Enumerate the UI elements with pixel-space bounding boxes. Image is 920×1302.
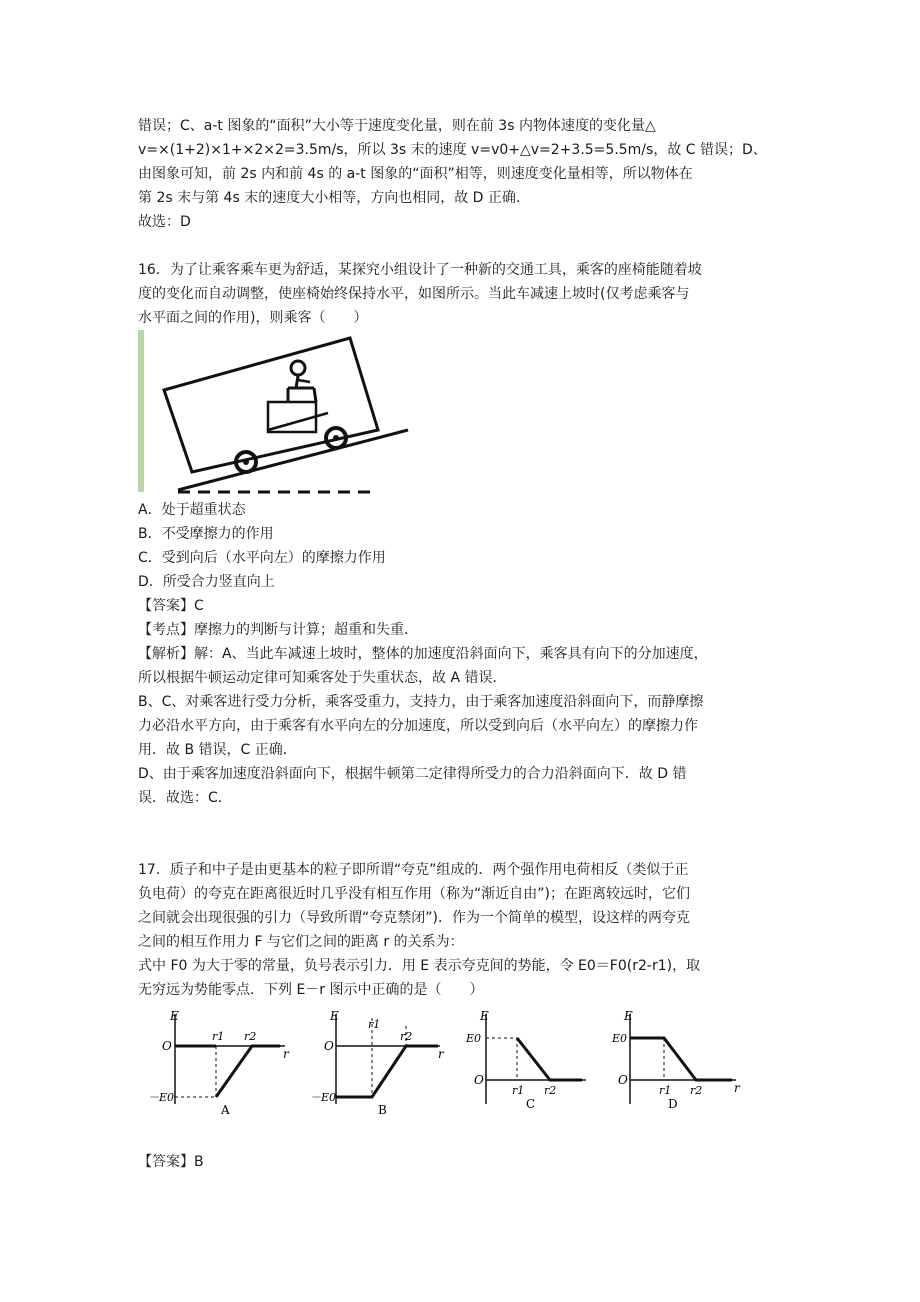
axis-label-r: r — [734, 1081, 740, 1095]
text-line: 之间就会出现很强的引力（导致所谓“夸克禁闭”)．作为一个简单的模型，设这样的两夸克 — [138, 910, 690, 926]
text-line: 16．为了让乘客乘车更为舒适，某探究小组设计了一种新的交通工具，乘客的座椅能随着坡 — [138, 262, 702, 278]
option-c: C．受到向后（水平向左）的摩擦力作用 — [138, 550, 386, 566]
text-line: 用．故 B 错误，C 正确． — [138, 742, 297, 758]
text-line: 17．质子和中子是由更基本的粒子即所谓“夸克”组成的．两个强作用电荷相反（类似于正 — [138, 862, 689, 878]
r1-label: r1 — [368, 1018, 381, 1031]
topic-line: 【考点】摩擦力的判断与计算；超重和失重． — [138, 622, 418, 638]
text-line: v=×(1+2)×1+×2×2=3.5m/s，所以 3s 末的速度 v=v0+△v=2+3.5=5.5m/s，故 C 错误；D、 — [138, 142, 767, 158]
text-line: D、由于乘客加速度沿斜面向下，根据牛顿第二定律得所受力的合力沿斜面向下．故 D 错 — [138, 766, 687, 782]
r2-label: r2 — [544, 1084, 557, 1097]
axis-label-e: E — [624, 1009, 633, 1023]
origin-label: O — [618, 1073, 628, 1087]
e-r-graphs-figure — [140, 1008, 760, 1116]
r1-label: r1 — [512, 1084, 525, 1097]
text-line: 力必沿水平方向，由于乘客有水平向左的分加速度，所以受到向后（水平向左）的摩擦力作 — [138, 718, 698, 734]
text-line: 错误；C、a-t 图象的“面积”大小等于速度变化量，则在前 3s 内物体速度的变化量△ — [138, 118, 656, 134]
text-line: 水平面之间的作用)，则乘客（ ） — [138, 310, 368, 326]
graph-label-b: B — [378, 1103, 387, 1116]
text-line: 【解析】解：A、当此车减速上坡时，整体的加速度沿斜面向下，乘客具有向下的分加速度， — [138, 646, 708, 662]
axis-label-e: E — [330, 1009, 339, 1023]
question-16-stem — [138, 258, 788, 330]
text-line: 无穷远为势能零点．下列 E－r 图示中正确的是（ ） — [138, 982, 484, 998]
option-a: A．处于超重状态 — [138, 502, 246, 518]
origin-label: O — [324, 1039, 334, 1053]
text-line: 第 2s 末与第 4s 末的速度大小相等，方向也相同，故 D 正确. — [138, 190, 521, 206]
origin-label: O — [474, 1073, 484, 1087]
car-on-slope-figure — [138, 330, 418, 498]
axis-label-e: E — [170, 1009, 179, 1023]
e0-label: E0 — [612, 1032, 628, 1045]
neg-e0-label: －E0 — [310, 1091, 337, 1104]
e0-label: E0 — [466, 1032, 482, 1045]
axis-label-e: E — [480, 1009, 489, 1023]
graph-label-d: D — [668, 1097, 678, 1111]
question-17-answer — [138, 1150, 788, 1174]
graph-label-a: A — [221, 1103, 230, 1116]
question-17-stem — [138, 858, 788, 1002]
graph-label-c: C — [526, 1097, 536, 1111]
answer-line: 【答案】C — [138, 598, 204, 614]
graph-c — [465, 1009, 586, 1111]
option-d: D．所受合力竖直向上 — [138, 574, 275, 590]
text-line: 所以根据牛顿运动定律可知乘客处于失重状态，故 A 错误． — [138, 670, 507, 686]
previous-solution — [138, 114, 788, 234]
text-line: 误．故选：C． — [138, 790, 232, 806]
axis-label-r: r — [283, 1047, 289, 1061]
r2-label: r2 — [400, 1030, 413, 1043]
r1-label: r1 — [659, 1084, 672, 1097]
question-16-options — [138, 498, 788, 810]
option-b: B．不受摩擦力的作用 — [138, 526, 274, 542]
graph-b — [310, 1009, 445, 1116]
axis-label-r: r — [438, 1047, 444, 1061]
text-line: 之间的相互作用力 F 与它们之间的距离 r 的关系为： — [138, 934, 464, 950]
r2-label: r2 — [244, 1030, 257, 1043]
text-line: 故选：D — [138, 214, 191, 230]
graph-a — [148, 1009, 290, 1116]
text-line: B、C、对乘客进行受力分析，乘客受重力，支持力，由于乘客加速度沿斜面向下，而静摩擦 — [138, 694, 704, 710]
text-line: 负电荷）的夸克在距离很近时几乎没有相互作用（称为“渐近自由”)；在距离较远时，它们 — [138, 886, 690, 902]
r2-label: r2 — [690, 1084, 703, 1097]
graph-d — [611, 1009, 741, 1111]
text-line: 由图象可知，前 2s 内和前 4s 的 a-t 图象的“面积”相等，则速度变化量相等，所以物体在 — [138, 166, 693, 182]
text-line: 式中 F0 为大于零的常量，负号表示引力．用 E 表示夸克间的势能，令 E0＝F0(r2-r1)，取 — [138, 958, 701, 974]
origin-label: O — [162, 1039, 172, 1053]
text-line: 度的变化而自动调整，使座椅始终保持水平，如图所示。当此车减速上坡时(仅考虑乘客与 — [138, 286, 690, 302]
r1-label: r1 — [212, 1030, 225, 1043]
neg-e0-label: －E0 — [148, 1091, 175, 1104]
answer-line: 【答案】B — [138, 1154, 204, 1170]
